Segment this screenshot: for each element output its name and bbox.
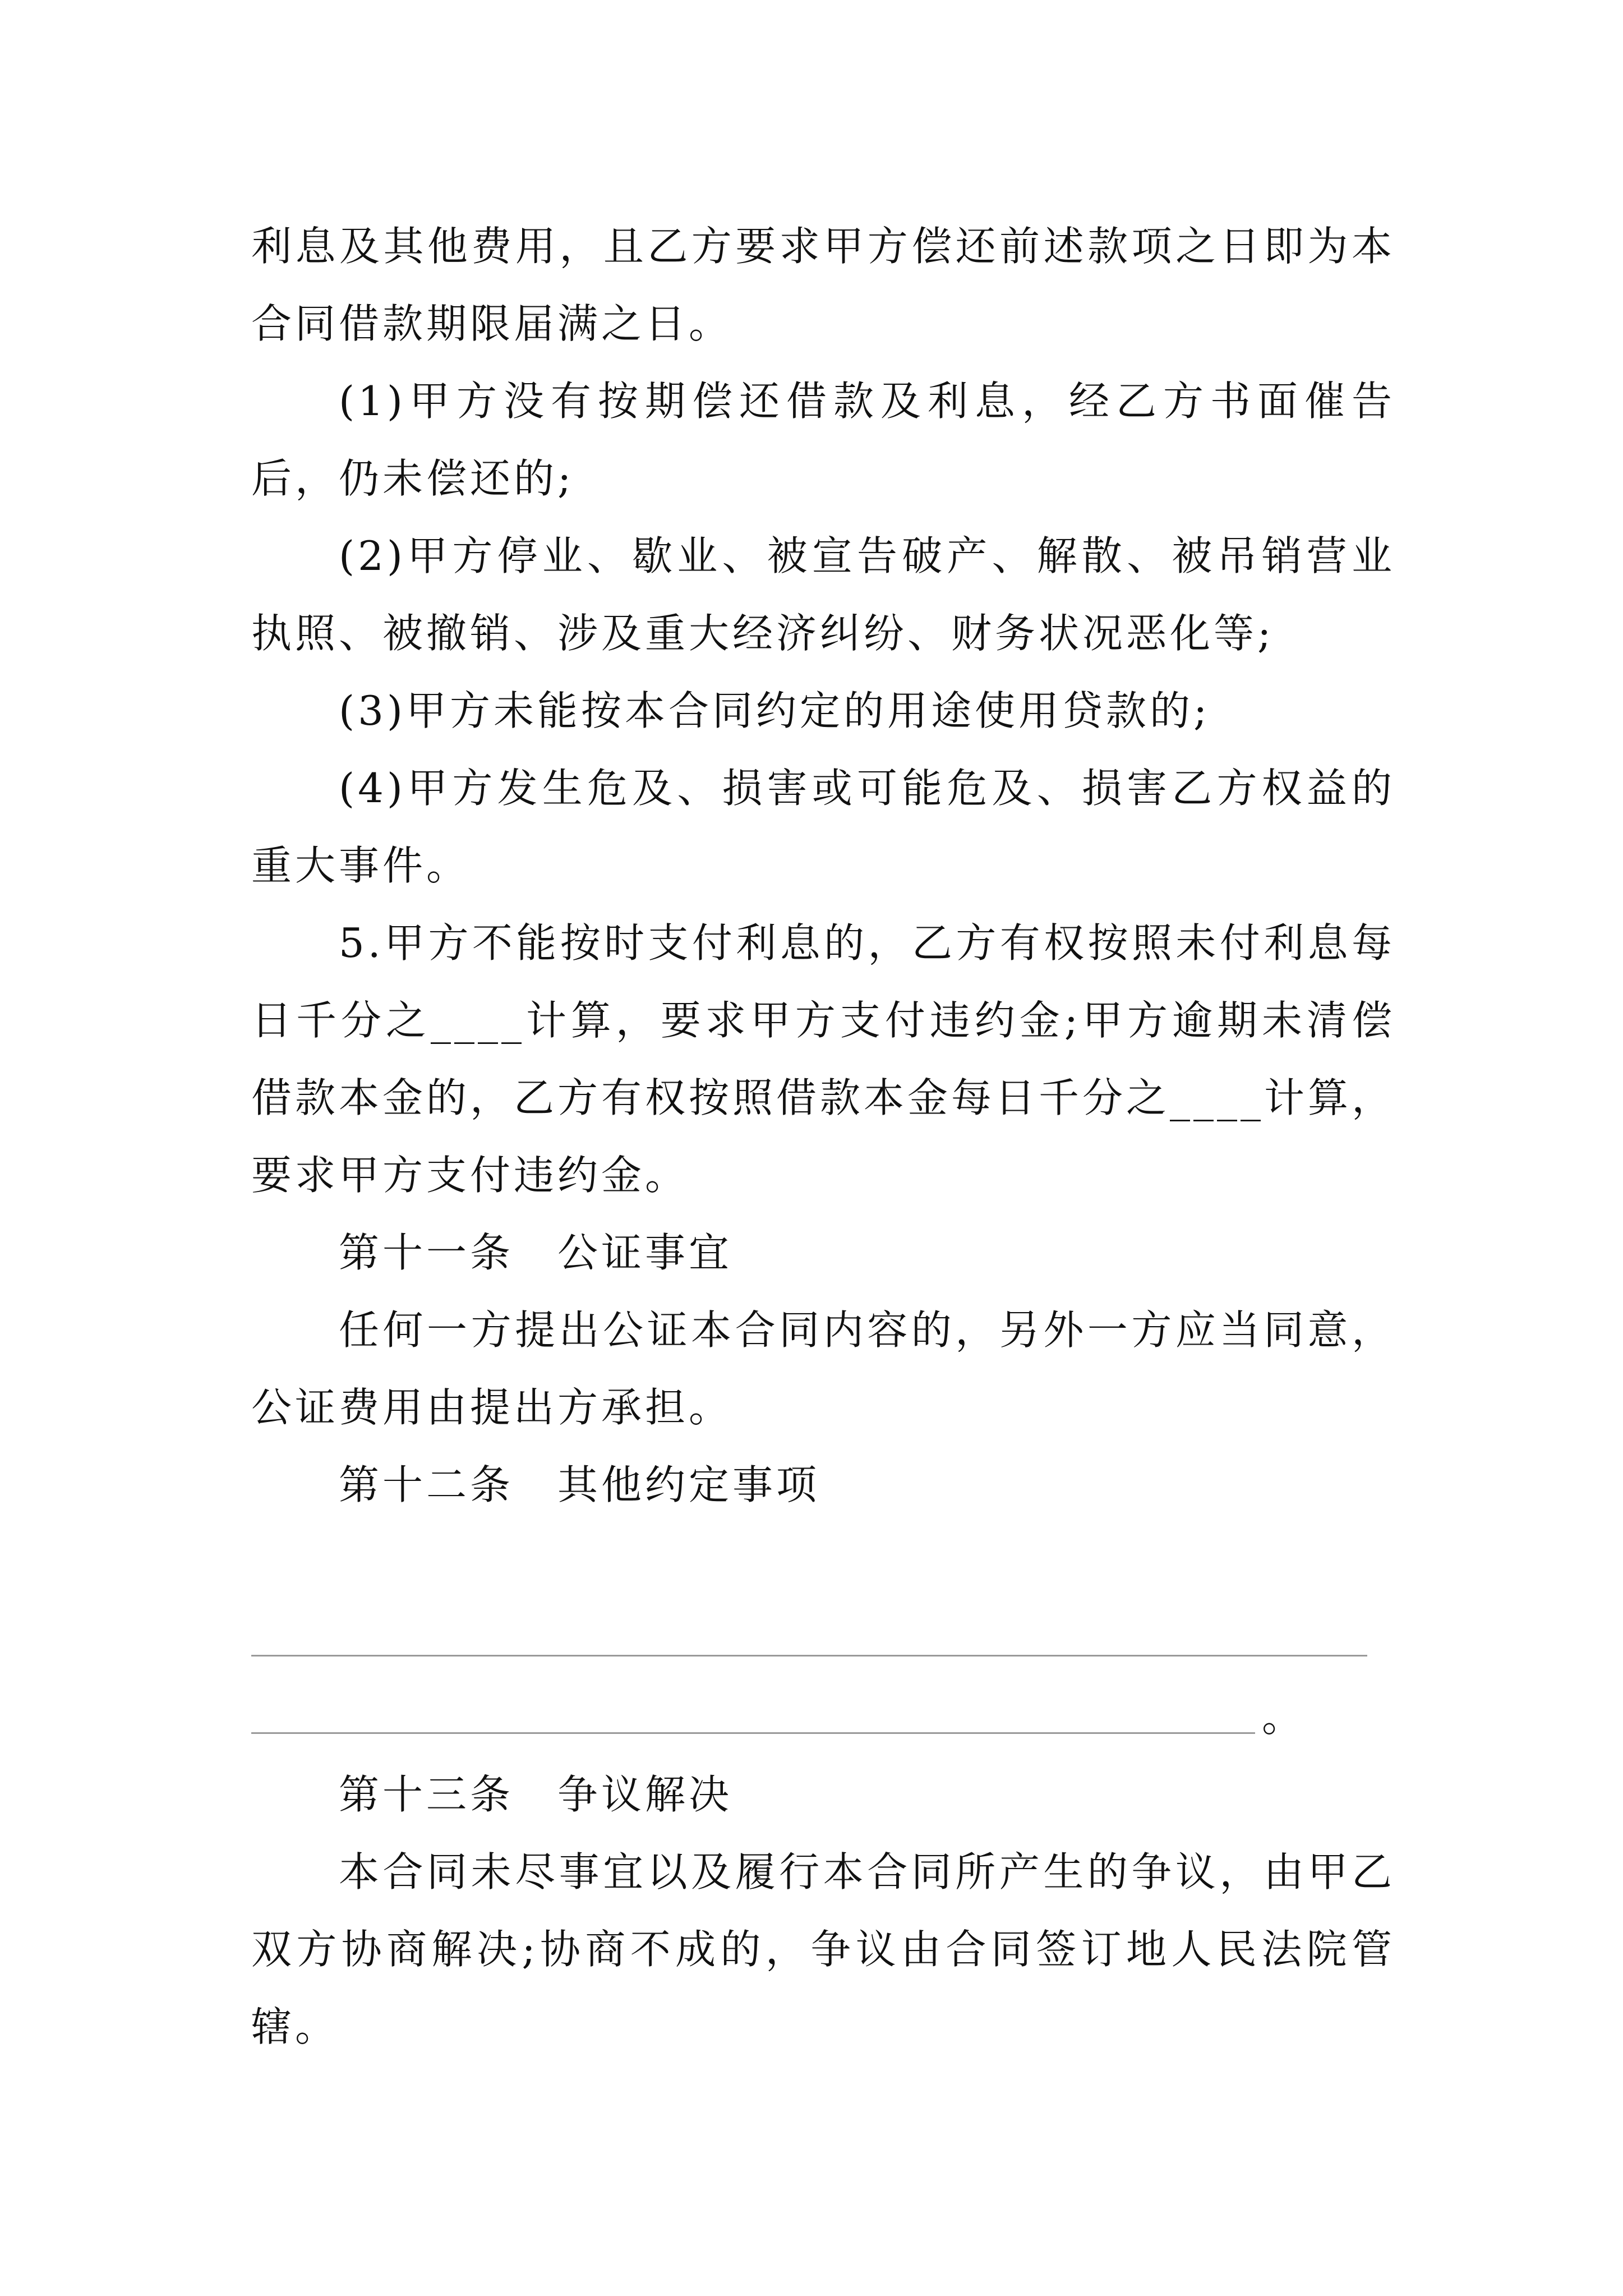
paragraph-clause-3: (3)甲方未能按本合同约定的用途使用贷款的; — [339, 687, 1211, 734]
blank-spacer — [251, 1524, 1395, 1601]
paragraph-clause-1: (1)甲方没有按期偿还借款及利息，经乙方书面催告后，仍未偿还的; — [251, 378, 1395, 502]
underline — [251, 1655, 1367, 1657]
paragraph-item-5: 5.甲方不能按时支付利息的，乙方有权按照未付利息每日千分之____计算，要求甲方支付违约金;甲方逾期未清偿借款本金的，乙方有权按照借款本金每日千分之____计算，要求甲方支付违约金。 — [251, 919, 1396, 1199]
line-end-period: 。 — [1262, 1694, 1306, 1741]
paragraph-clause-2: (2)甲方停业、歇业、被宣告破产、解散、被吊销营业执照、被撤销、涉及重大经济纠纷、财务状况恶化等; — [251, 532, 1395, 657]
article-12-heading: 第十二条 其他约定事项 — [339, 1461, 820, 1508]
article-11-heading: 第十一条 公证事宜 — [339, 1229, 733, 1276]
article-11-body: 任何一方提出公证本合同内容的，另外一方应当同意，公证费用由提出方承担。 — [251, 1306, 1395, 1431]
paragraph-interest-continuation: 利息及其他费用，且乙方要求甲方偿还前述款项之日即为本合同借款期限届满之日。 — [251, 223, 1395, 347]
fill-in-line-1 — [251, 1601, 1395, 1678]
underline — [251, 1732, 1255, 1734]
paragraph-clause-4: (4)甲方发生危及、损害或可能危及、损害乙方权益的重大事件。 — [251, 765, 1395, 889]
document-body — [251, 208, 1395, 2065]
fill-in-line-2 — [251, 1678, 1395, 1756]
article-13-heading: 第十三条 争议解决 — [339, 1771, 733, 1818]
article-13-body: 本合同未尽事宜以及履行本合同所产生的争议，由甲乙双方协商解决;协商不成的，争议由合同签订地人民法院管辖。 — [251, 1848, 1395, 2050]
